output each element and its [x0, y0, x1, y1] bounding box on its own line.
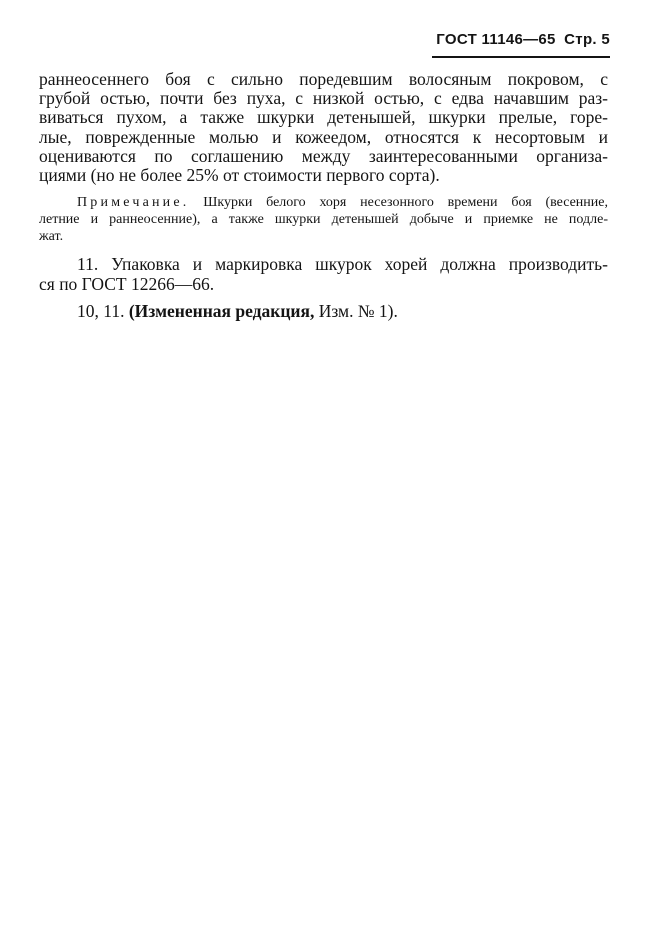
- header-rule: [432, 56, 610, 58]
- note-line: жат.: [39, 229, 64, 244]
- note-label: Примечание.: [77, 195, 190, 210]
- paragraph-line: оцениваются по соглашению между заинтересованными организа-: [39, 145, 608, 166]
- section-line: ся по ГОСТ 12266—66.: [39, 273, 215, 294]
- note-line: летние и раннеосенние), а также шкурки детенышей добыче и приемке не подле-: [39, 212, 608, 227]
- paragraph-line: лые, поврежденные молью и кожеедом, относятся к несортовым и: [39, 126, 608, 147]
- revision-suffix: Изм. № 1).: [314, 301, 398, 321]
- note-text: Шкурки белого хоря несезонного времени боя (весенние,: [203, 195, 608, 210]
- page-header: [420, 30, 610, 50]
- paragraph-line: раннеосеннего боя с сильно поредевшим волосяным покровом, с: [39, 69, 608, 89]
- page-number: Стр. 5: [564, 31, 610, 48]
- revision-prefix: 10, 11.: [77, 301, 129, 321]
- paragraph-line: циями (но не более 25% от стоимости первого сорта).: [39, 165, 440, 186]
- section-line: 11. Упаковка и маркировка шкурок хорей должна производить-: [77, 254, 608, 274]
- paragraph-line: грубой остью, почти без пуха, с низкой остью, с едва начавшим раз-: [39, 88, 608, 109]
- paragraph-line: виваться пухом, а также шкурки детенышей, шкурки прелые, горе-: [39, 107, 608, 128]
- continued-paragraph: [39, 70, 608, 185]
- note-block: [39, 194, 608, 245]
- standard-code: ГОСТ 11146—65: [436, 31, 556, 48]
- revision-note: [39, 302, 608, 322]
- revision-line: [39, 302, 608, 322]
- revision-bold-text: (Измененная редакция,: [128, 301, 315, 321]
- note-line: [39, 194, 608, 211]
- section-11: [39, 255, 608, 294]
